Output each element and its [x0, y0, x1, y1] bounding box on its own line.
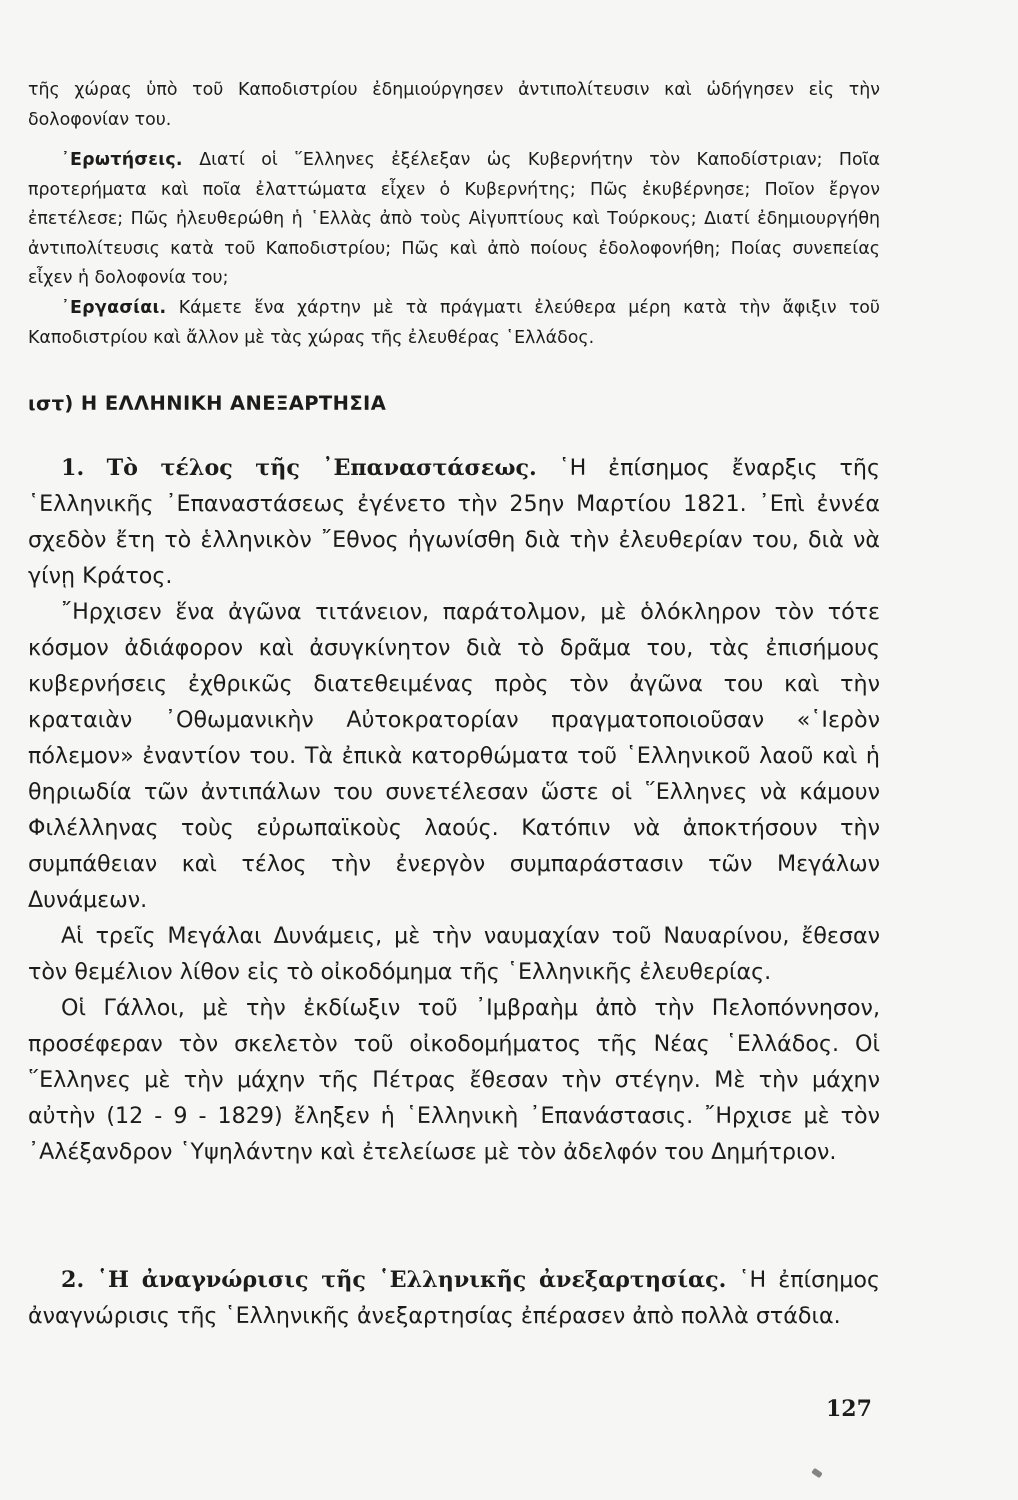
exercises-text: Κάμετε ἕνα χάρτην μὲ τὰ πράγματι ἐλεύθερα μέρη κατὰ τὴν ἄφιξιν τοῦ Καποδιστρίου καὶ ἄλλον μὲ τὰς χώρας τῆς ἐλευθέρας ῾Ελλάδος. — [28, 298, 880, 348]
scan-speck — [811, 1468, 823, 1479]
section-heading: ιστ) Η ΕΛΛΗΝΙΚΗ ΑΝΕΞΑΡΤΗΣΙΑ — [28, 392, 387, 415]
exercises-paragraph — [28, 294, 880, 353]
questions-text: Διατί οἱ ῞Ελληνες ἐξέλεξαν ὡς Κυβερνήτην τὸν Καποδίστριαν; Ποῖα προτερήματα καὶ ποῖα ἐλαττώματα εἶχεν ὁ Κυβερνήτης; Πῶς ἐκυβέρνησε; Ποῖον ἔργον ἐπετέλεσε; Πῶς ἠλευθερώθη ἡ ῾Ελλὰς ἀπὸ τοὺς Αἰγυπτίους καὶ Τούρκους; Διατί ἐδημιουργήθη ἀντιπολίτευσις κατὰ τοῦ Καποδιστρίου; Πῶς καὶ ἀπὸ ποίους ἐδολοφονήθη; Ποίας συνεπείας εἶχεν ἡ δολοφονία του; — [28, 150, 880, 289]
subsection-1-text-1: ῾Η ἐπίσημος ἔναρξις τῆς ῾Ελληνικῆς ᾿Επαναστάσεως ἐγένετο τὴν 25ην Μαρτίου 1821. ᾿Επὶ ἐννέα σχεδὸν ἔτη τὸ ἑλληνικὸν ῎Εθνος ἠγωνίσθη διὰ τὴν ἐλευθερίαν του, διὰ νὰ γίνῃ Κράτος. — [28, 455, 880, 589]
questions-label: ᾿Ερωτήσεις. — [61, 150, 183, 170]
subsection-2-label: 2. ῾Η ἀναγνώρισις τῆς ῾Ελληνικῆς ἀνεξαρτησίας. — [61, 1267, 727, 1293]
subsection-1-label: 1. Τὸ τέλος τῆς ᾿Επαναστάσεως. — [61, 455, 537, 481]
subsection-1-paragraph-4: Οἱ Γάλλοι, μὲ τὴν ἐκδίωξιν τοῦ ᾿Ιμβραὴμ ἀπὸ τὴν Πελοπόννησον, προσέφεραν τὸν σκελετὸν τοῦ οἰκοδομήματος τῆς Νέας ῾Ελλάδος. Οἱ ῞Ελληνες μὲ τὴν μάχην τῆς Πέτρας ἔθεσαν τὴν στέγην. Μὲ τὴν μάχην αὐτὴν (12 - 9 - 1829) ἔληξεν ἡ ῾Ελληνικὴ ᾿Επανάστασις. ῎Ηρχισε μὲ τὸν ᾿Αλέξανδρον ῾Υψηλάντην καὶ ἐτελείωσε μὲ τὸν ἀδελφόν του Δημήτριον. — [28, 995, 880, 1165]
subsection-2-text: ῾Η ἐπίσημος ἀναγνώρισις τῆς ῾Ελληνικῆς ἀνεξαρτησίας ἐπέρασεν ἀπὸ πολλὰ στάδια. — [28, 1267, 881, 1329]
subsection-2 — [28, 1262, 880, 1334]
exercises-label: ᾿Εργασίαι. — [61, 298, 167, 318]
intro-text: τῆς χώρας ὑπὸ τοῦ Καποδιστρίου ἐδημιούργησεν ἀντιπολίτευσιν καὶ ὡδήγησεν εἰς τὴν δολοφονίαν του. — [28, 80, 880, 130]
questions-paragraph — [28, 146, 880, 294]
subsection-1 — [28, 450, 880, 1170]
subsection-1-paragraph-3: Αἱ τρεῖς Μεγάλαι Δυνάμεις, μὲ τὴν ναυμαχίαν τοῦ Ναυαρίνου, ἔθεσαν τὸν θεμέλιον λίθον εἰς τὸ οἰκοδόμημα τῆς ῾Ελληνικῆς ἐλευθερίας. — [28, 923, 880, 985]
subsection-1-paragraph-1 — [28, 450, 880, 594]
subsection-1-paragraph-2: ῎Ηρχισεν ἕνα ἀγῶνα τιτάνειον, παράτολμον, μὲ ὁλόκληρον τὸν τότε κόσμον ἀδιάφορον καὶ ἀσυγκίνητον διὰ τὸ δρᾶμα του, τὰς ἐπισήμους κυβερνήσεις ἐχθρικῶς διατεθειμένας πρὸς τὸν ἀγῶνα του καὶ τὴν κραταιὰν ᾿Οθωμανικὴν Αὐτοκρατορίαν πραγματοποιοῦσαν «῾Ιερὸν πόλεμον» ἐναντίον του. Τὰ ἐπικὰ κατορθώματα τοῦ ῾Ελληνικοῦ λαοῦ καὶ ἡ θηριωδία τῶν ἀντιπάλων του συνετέλεσαν ὥστε οἱ ῞Ελληνες νὰ κάμουν Φιλέλληνας τοὺς εὐρωπαϊκοὺς λαούς. Κατόπιν νὰ ἀποκτήσουν τὴν συμπάθειαν καὶ τέλος τὴν ἐνεργὸν συμπαράστασιν τῶν Μεγάλων Δυνάμεων. — [28, 599, 880, 913]
intro-paragraph — [28, 76, 880, 135]
page-number: 127 — [826, 1396, 872, 1422]
